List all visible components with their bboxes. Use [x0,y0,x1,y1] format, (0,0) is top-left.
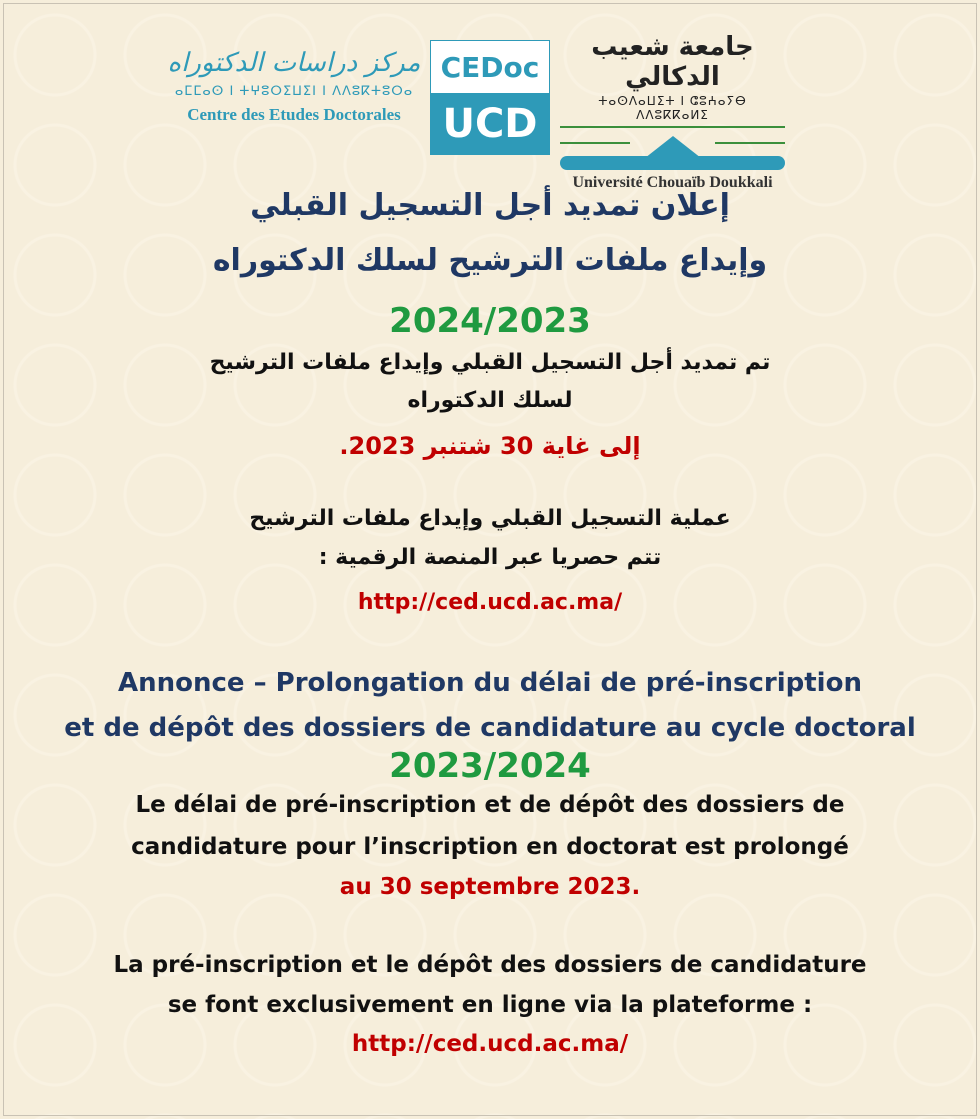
arabic-deadline: إلى غاية 30 شتنبر 2023. [339,432,641,460]
french-platform-link[interactable]: http://ced.ucd.ac.ma/ [351,1031,629,1057]
french-process-line-1: La pré-inscription et le dépôt des dossiers de candidature [113,952,867,978]
arabic-title-line-1: إعلان تمديد أجل التسجيل القبلي [250,188,730,223]
university-french-name: Université Chouaïb Doukkali [572,174,773,191]
french-title-line-2: et de dépôt des dossiers de candidature au cycle doctoral [64,713,916,743]
ced-tifinagh-name: ⴰⵎⵎⴰⵙ ⵏ ⵜⵖⵓⵔⵉⵡⵉⵏ ⵏ ⴷⴷⵓⴽⵜⵓⵔⴰ [174,84,414,99]
university-emblem [560,128,785,168]
university-arabic-name: جامعة شعيب الدكالي [591,32,754,92]
french-body-line-2: candidature pour l’inscription en doctorat est prolongé [131,834,849,860]
arabic-process-line-1: عملية التسجيل القبلي وإيداع ملفات الترشيح [249,506,731,531]
university-logo [560,32,785,192]
french-process-line-2: se font exclusivement en ligne via la plateforme : [167,992,813,1018]
french-deadline: au 30 septembre 2023. [339,874,641,900]
french-year: 2023/2024 [389,746,591,786]
badge-top: CEDoc [440,51,540,84]
french-body-line-1: Le délai de pré-inscription et de dépôt des dossiers de [135,792,845,818]
french-title-line-1: Annonce – Prolongation du délai de pré-inscription [118,668,862,698]
arabic-body-line-1: تم تمديد أجل التسجيل القبلي وإيداع ملفات الترشيح [209,350,771,375]
cedoc-logo [165,48,423,125]
cedoc-ucd-badge [430,40,550,155]
ced-french-name: Centre des Etudes Doctorales [187,105,401,124]
arabic-title-line-2: وإيداع ملفات الترشيح لسلك الدكتوراه [212,243,768,278]
arabic-year: 2024/2023 [389,301,591,341]
arabic-process-line-2: تتم حصريا عبر المنصة الرقمية : [318,545,662,570]
university-tifinagh-name: ⵜⴰⵙⴷⴰⵡⵉⵜ ⵏ ⵛⵓⵄⴰⵢⴱ ⴷⴷⵓⴽⴽⴰⵍⵉ [598,94,747,122]
arabic-platform-link[interactable]: http://ced.ucd.ac.ma/ [357,590,623,615]
badge-bottom: UCD [431,93,549,154]
arabic-body-line-2: لسلك الدكتوراه [407,388,573,413]
ced-arabic-name: مركز دراسات الدكتوراه [167,48,421,78]
